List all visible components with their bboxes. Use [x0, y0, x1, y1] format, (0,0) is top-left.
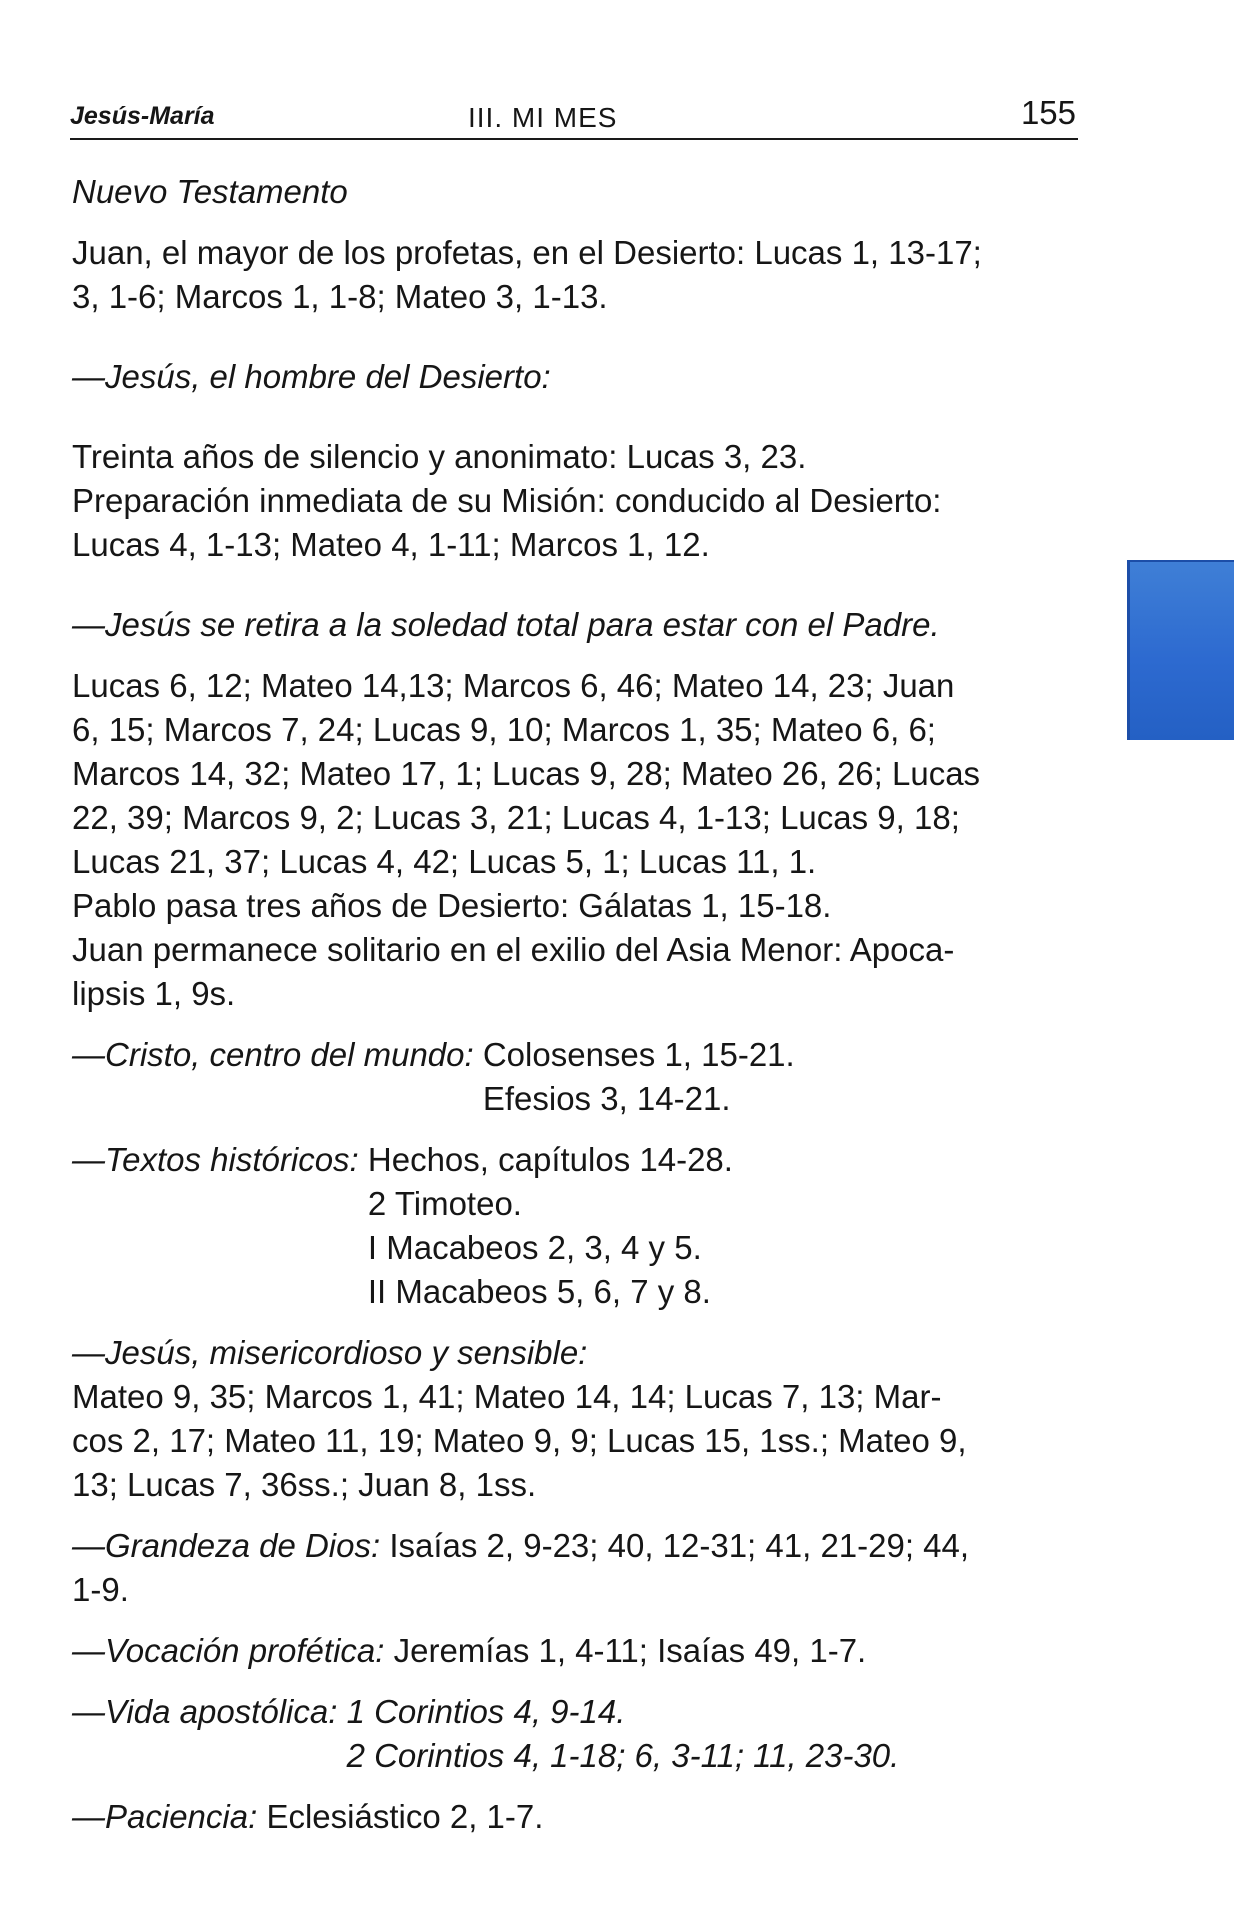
textos-label: —Textos históricos:	[72, 1141, 368, 1178]
paciencia-entry	[72, 1795, 1078, 1839]
misericordioso-line-2: cos 2, 17; Mateo 11, 19; Mateo 9, 9; Lucas 15, 1ss.; Mateo 9,	[72, 1422, 967, 1459]
page-number: 155	[1020, 94, 1076, 131]
textos-ref-4: II Macabeos 5, 6, 7 y 8.	[367, 1273, 711, 1310]
running-header	[70, 94, 1078, 140]
vida-ref-2: 2 Corintios 4, 1-18; 6, 3-11; 11, 23-30.	[346, 1737, 900, 1774]
textos-ref-2: 2 Timoteo.	[367, 1185, 522, 1222]
soledad-line-2: 6, 15; Marcos 7, 24; Lucas 9, 10; Marcos 1, 35; Mateo 6, 6;	[72, 711, 936, 748]
section-title: Nuevo Testamento	[72, 173, 348, 210]
vida-entry	[72, 1690, 1078, 1778]
heading-misericordioso: —Jesús, misericordioso y sensible:	[72, 1334, 588, 1371]
cristo-ref-2: Efesios 3, 14-21.	[482, 1080, 731, 1117]
soledad-line-3: Marcos 14, 32; Mateo 17, 1; Lucas 9, 28; Mateo 26, 26; Lucas	[72, 755, 981, 792]
cristo-entry	[72, 1033, 1078, 1121]
misericordioso-line-1: Mateo 9, 35; Marcos 1, 41; Mateo 14, 14; Lucas 7, 13; Mar-	[72, 1378, 942, 1415]
soledad-line-1: Lucas 6, 12; Mateo 14,13; Marcos 6, 46; Mateo 14, 23; Juan	[72, 667, 955, 704]
cristo-ref-1: Colosenses 1, 15-21.	[482, 1036, 795, 1073]
paciencia-refs: Eclesiástico 2, 1-7.	[266, 1798, 544, 1835]
textos-ref-3: I Macabeos 2, 3, 4 y 5.	[367, 1229, 702, 1266]
grandeza-line-1	[72, 1524, 1078, 1568]
heading-soledad: —Jesús se retira a la soledad total para estar con el Padre.	[72, 606, 940, 643]
vocacion-label: —Vocación profética:	[72, 1632, 394, 1669]
page-body	[72, 170, 1078, 1839]
hombre-line-2: Preparación inmediata de su Misión: conducido al Desierto:	[72, 482, 942, 519]
soledad-line-7: Juan permanece solitario en el exilio del Asia Menor: Apoca-	[72, 931, 955, 968]
soledad-line-4: 22, 39; Marcos 9, 2; Lucas 3, 21; Lucas 4, 1-13; Lucas 9, 18;	[72, 799, 960, 836]
soledad-line-5: Lucas 21, 37; Lucas 4, 42; Lucas 5, 1; Lucas 11, 1.	[72, 843, 817, 880]
vocacion-entry	[72, 1629, 1078, 1673]
header-center: III. MI MES	[468, 102, 618, 133]
grandeza-label: —Grandeza de Dios:	[72, 1527, 390, 1564]
juan-line-2: 3, 1-6; Marcos 1, 1-8; Mateo 3, 1-13.	[72, 278, 608, 315]
page-edge-tab	[1127, 560, 1234, 740]
cristo-label: —Cristo, centro del mundo:	[72, 1036, 483, 1073]
header-left: Jesús-María	[70, 102, 215, 130]
paciencia-label: —Paciencia:	[72, 1798, 267, 1835]
juan-line-1: Juan, el mayor de los profetas, en el Desierto: Lucas 1, 13-17;	[72, 234, 982, 271]
grandeza-refs: Isaías 2, 9-23; 40, 12-31; 41, 21-29; 44,	[389, 1527, 970, 1564]
vida-ref-1: 1 Corintios 4, 9-14.	[346, 1693, 626, 1730]
textos-ref-1: Hechos, capítulos 14-28.	[367, 1141, 733, 1178]
hombre-line-3: Lucas 4, 1-13; Mateo 4, 1-11; Marcos 1, 12.	[72, 526, 710, 563]
vida-label: —Vida apostólica:	[72, 1693, 347, 1730]
soledad-line-8: lipsis 1, 9s.	[72, 975, 236, 1012]
grandeza-line-2: 1-9.	[72, 1571, 129, 1608]
misericordioso-line-3: 13; Lucas 7, 36ss.; Juan 8, 1ss.	[72, 1466, 537, 1503]
vocacion-refs: Jeremías 1, 4-11; Isaías 49, 1-7.	[393, 1632, 867, 1669]
hombre-line-1: Treinta años de silencio y anonimato: Lucas 3, 23.	[72, 438, 807, 475]
textos-entry	[72, 1138, 1078, 1314]
soledad-line-6: Pablo pasa tres años de Desierto: Gálatas 1, 15-18.	[72, 887, 832, 924]
heading-hombre: —Jesús, el hombre del Desierto:	[72, 358, 551, 395]
